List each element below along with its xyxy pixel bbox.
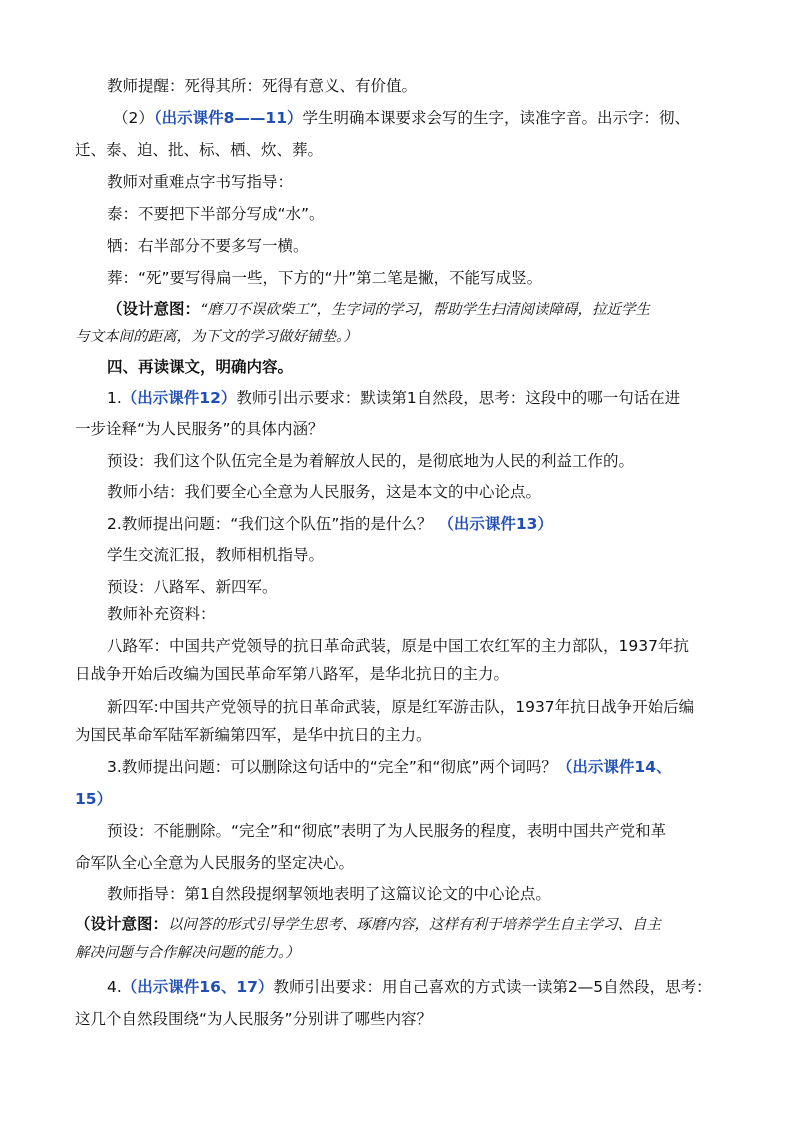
text-line: 学生交流汇报，教师相机指导。 bbox=[107, 546, 325, 564]
text-line bbox=[107, 514, 553, 534]
text-line: 预设：不能删除。“完全”和“彻底”表明了为人民服务的程度，表明中国共产党和革 bbox=[107, 822, 667, 840]
text-line: 教师对重难点字书写指导： bbox=[107, 173, 294, 191]
design-intent-text: 与文本间的距离，为下文的学习做好铺垫。） bbox=[75, 329, 358, 345]
courseware-reference: 15） bbox=[75, 790, 113, 808]
design-intent-text: 解决问题与合作解决问题的能力。） bbox=[75, 945, 300, 961]
text-line: 迁、泰、迫、批、标、栖、炊、葬。 bbox=[75, 141, 324, 159]
courseware-reference: （出示课件12） bbox=[121, 389, 237, 407]
text-line: 教师提醒：死得其所：死得有意义、有价值。 bbox=[107, 77, 418, 95]
text-line: 教师补充资料： bbox=[107, 605, 216, 623]
text-line: 一步诠释“为人民服务”的具体内涵？ bbox=[75, 420, 324, 438]
design-intent-line bbox=[75, 914, 661, 935]
courseware-reference: （出示课件14、 bbox=[556, 758, 672, 776]
text-line: 命军队全心全意为人民服务的坚定决心。 bbox=[75, 854, 355, 872]
text-line: 葬：“死”要写得扁一些，下方的“廾”第二笔是撇，不能写成竖。 bbox=[107, 269, 543, 287]
courseware-reference: （出示课件16、17） bbox=[121, 978, 274, 996]
courseware-reference: （出示课件13） bbox=[438, 515, 553, 533]
item-number: 4. bbox=[107, 978, 122, 996]
item-number: 1. bbox=[107, 389, 122, 407]
text-line: 预设：八路军、新四军。 bbox=[107, 578, 278, 596]
text-line: 泰：不要把下半部分写成“水”。 bbox=[107, 205, 325, 223]
text-segment: 2.教师提出问题：“我们这个队伍”指的是什么？ bbox=[107, 515, 433, 533]
text-line: 日战争开始后改编为国民革命军第八路军，是华北抗日的主力。 bbox=[75, 665, 510, 683]
text-line bbox=[107, 388, 680, 408]
text-segment: 3.教师提出问题：可以删除这句话中的“完全”和“彻底”两个词吗？ bbox=[107, 758, 557, 776]
design-intent-text: “磨刀不误砍柴工”，生字词的学习，帮助学生扫清阅读障碍，拉近学生 bbox=[200, 302, 651, 318]
text-line: 这几个自然段围绕“为人民服务”分别讲了哪些内容？ bbox=[75, 1010, 433, 1028]
section-heading: 四、再读课文，明确内容。 bbox=[107, 358, 294, 376]
text-line: 牺：右半部分不要多写一横。 bbox=[107, 237, 309, 255]
text-line: 预设：我们这个队伍完全是为着解放人民的，是彻底地为人民的利益工作的。 bbox=[107, 452, 635, 470]
design-intent-text: 以问答的形式引导学生思考、琢磨内容，这样有利于培养学生自主学习、自主 bbox=[168, 917, 662, 933]
text-line: 新四军:中国共产党领导的抗日革命武装，原是红军游击队，1937年抗日战争开始后编 bbox=[107, 698, 695, 716]
text-line: 教师指导：第1自然段提纲挈领地表明了这篇议论文的中心论点。 bbox=[107, 885, 551, 903]
text-line bbox=[107, 977, 712, 997]
item-number: （2） bbox=[113, 109, 154, 127]
text-line bbox=[113, 108, 690, 128]
text-line bbox=[107, 757, 672, 777]
text-segment: 教师引出要求：用自己喜欢的方式读一读第2—5自然段，思考： bbox=[273, 978, 712, 996]
text-line: 教师小结：我们要全心全意为人民服务，这是本文的中心论点。 bbox=[107, 483, 542, 501]
courseware-reference: （出示课件8——11） bbox=[153, 109, 303, 127]
text-line: 为国民革命军陆军新编第四军，是华中抗日的主力。 bbox=[75, 726, 432, 744]
text-segment: 学生明确本课要求会写的生字，读准字音。出示字：彻、 bbox=[302, 109, 690, 127]
text-line: 八路军：中国共产党领导的抗日革命武装，原是中国工农红军的主力部队，1937年抗 bbox=[107, 637, 689, 655]
design-intent-label: （设计意图： bbox=[107, 300, 201, 318]
text-segment: 教师引出示要求：默读第1自然段，思考：这段中的哪一句话在进 bbox=[236, 389, 681, 407]
design-intent-label: （设计意图： bbox=[75, 915, 169, 933]
design-intent-line bbox=[107, 299, 650, 320]
